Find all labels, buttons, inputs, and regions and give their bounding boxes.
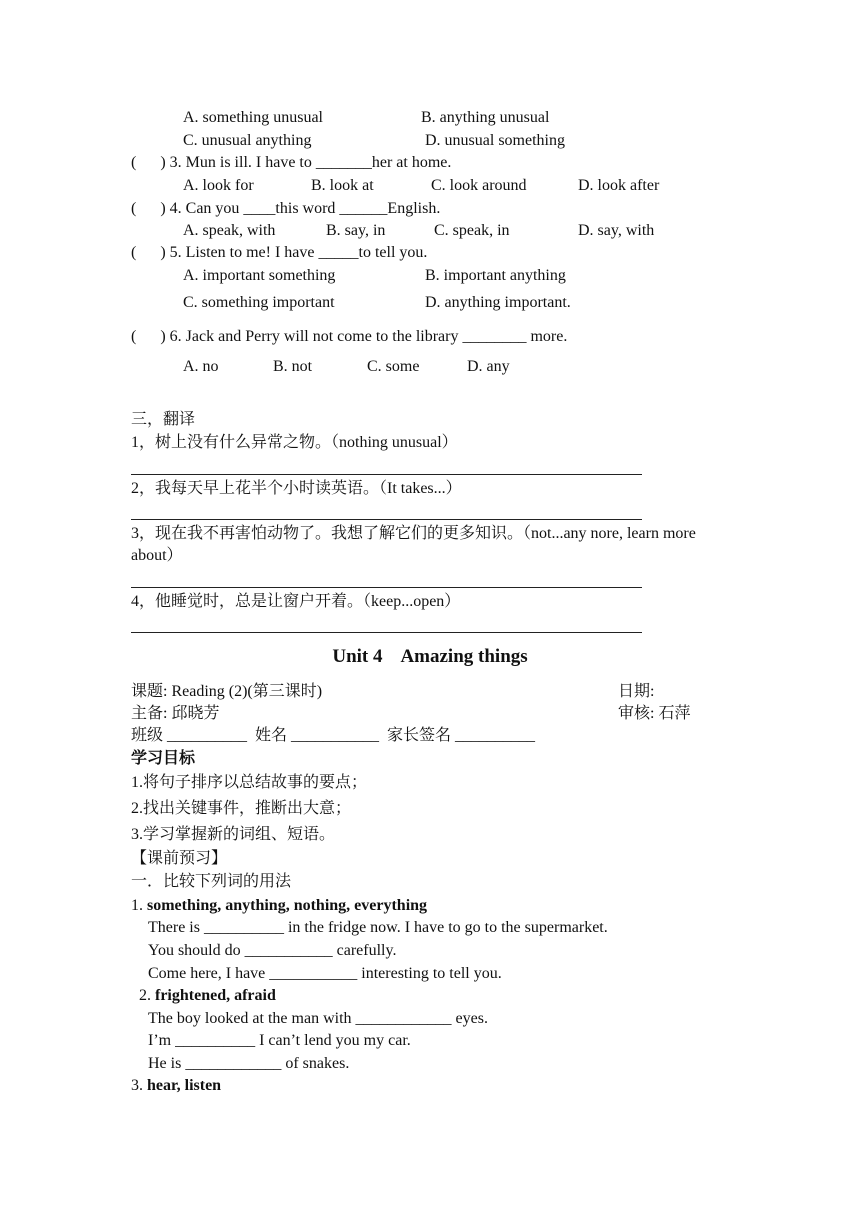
preview-heading: 【课前预习】	[131, 850, 228, 867]
q3-option-a: A. look for	[183, 177, 254, 194]
q2-option-c: C. unusual anything	[183, 132, 312, 149]
author-line: 主备: 邱晓芳	[131, 705, 220, 722]
word-group-1-words: something, anything, nothing, everything	[147, 897, 428, 914]
q2-option-d: D. unusual something	[425, 132, 565, 149]
unit-title: Unit 4 Amazing things	[332, 646, 528, 667]
translation-item-3: 3，现在我不再害怕动物了。我想了解它们的更多知识。（not...any nore, learn more	[131, 525, 696, 542]
q2-option-a: A. something unusual	[183, 109, 323, 126]
word-group-2-title	[139, 986, 276, 1006]
q3-option-c: C. look around	[431, 177, 527, 194]
q6-stem: ( ) 6. Jack and Perry will not come to the library ________ more.	[131, 328, 568, 345]
q5-option-b: B. important anything	[425, 267, 566, 284]
student-info-line: 班级 __________ 姓名 ___________ 家长签名 __________	[131, 727, 536, 744]
q4-option-d: D. say, with	[578, 222, 655, 239]
translation-item-2: 2，我每天早上花半个小时读英语。（It takes...）	[131, 480, 462, 497]
word-group-1-sentence-1: There is __________ in the fridge now. I have to go to the supermarket.	[148, 919, 608, 936]
q6-option-c: C. some	[367, 358, 420, 375]
q4-stem: ( ) 4. Can you ____this word ______English.	[131, 200, 441, 217]
word-group-1-title	[131, 896, 427, 916]
word-group-1-sentence-3: Come here, I have ___________ interesting to tell you.	[148, 965, 502, 982]
q6-option-b: B. not	[273, 358, 313, 375]
answer-line-3[interactable]	[131, 587, 642, 588]
goal-2: 2.找出关键事件，推断出大意；	[131, 800, 352, 817]
q5-option-c: C. something important	[183, 294, 335, 311]
q3-stem: ( ) 3. Mun is ill. I have to _______her at home.	[131, 154, 452, 171]
part1-heading: 一．比较下列词的用法	[131, 873, 292, 890]
word-group-3-words: hear, listen	[147, 1077, 222, 1094]
word-group-1-number: 1.	[131, 897, 147, 914]
translation-item-1: 1，树上没有什么异常之物。（nothing unusual）	[131, 434, 458, 451]
word-group-3-title	[131, 1076, 221, 1096]
translation-item-4: 4，他睡觉时，总是让窗户开着。（keep...open）	[131, 593, 461, 610]
q6-option-a: A. no	[183, 358, 219, 375]
q3-option-b: B. look at	[311, 177, 374, 194]
word-group-2-sentence-3: He is ____________ of snakes.	[148, 1055, 350, 1072]
q3-option-d: D. look after	[578, 177, 660, 194]
q2-option-b: B. anything unusual	[421, 109, 550, 126]
q4-option-b: B. say, in	[326, 222, 386, 239]
goal-1: 1.将句子排序以总结故事的要点；	[131, 774, 368, 791]
answer-line-2[interactable]	[131, 519, 642, 520]
word-group-2-number: 2.	[139, 987, 155, 1004]
reviewer-line: 审核: 石萍	[618, 705, 691, 722]
lesson-topic: 课题: Reading (2)(第三课时)	[131, 683, 323, 700]
word-group-1-sentence-2: You should do ___________ carefully.	[148, 942, 397, 959]
q6-option-d: D. any	[467, 358, 510, 375]
translation-heading: 三，翻译	[131, 411, 196, 428]
q5-stem: ( ) 5. Listen to me! I have _____to tell you.	[131, 244, 428, 261]
answer-line-4[interactable]	[131, 632, 642, 633]
word-group-3-number: 3.	[131, 1077, 147, 1094]
goals-heading: 学习目标	[131, 750, 196, 767]
word-group-2-words: frightened, afraid	[155, 987, 276, 1004]
goal-3: 3.学习掌握新的词组、短语。	[131, 826, 336, 843]
q5-option-d: D. anything important.	[425, 294, 571, 311]
word-group-2-sentence-2: I’m __________ I can’t lend you my car.	[148, 1032, 411, 1049]
q5-option-a: A. important something	[183, 267, 336, 284]
answer-line-1[interactable]	[131, 474, 642, 475]
date-label: 日期:	[618, 683, 655, 700]
q4-option-c: C. speak, in	[434, 222, 510, 239]
translation-item-3-cont: about）	[131, 547, 183, 564]
word-group-2-sentence-1: The boy looked at the man with ____________ eyes.	[148, 1010, 488, 1027]
q4-option-a: A. speak, with	[183, 222, 276, 239]
